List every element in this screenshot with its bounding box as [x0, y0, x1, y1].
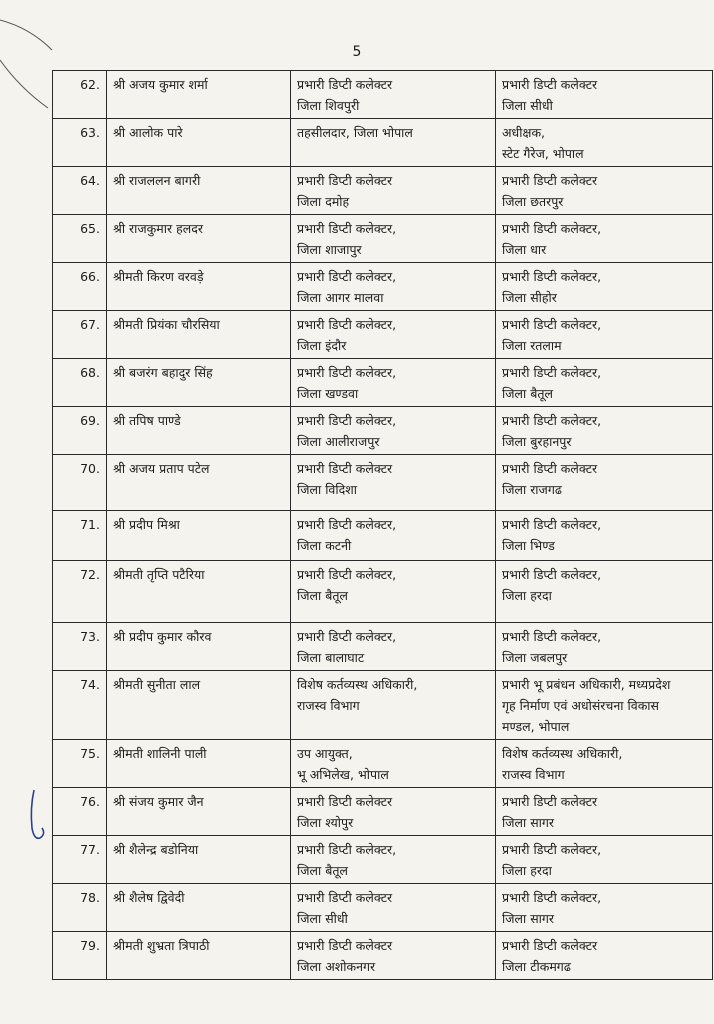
new-posting-line: मण्डल, भोपाल — [502, 719, 570, 734]
current-posting-line: प्रभारी डिप्टी कलेक्टर — [297, 77, 393, 92]
current-posting-cell — [291, 788, 496, 836]
current-posting-line: जिला बालाघाट — [297, 650, 365, 665]
table-row — [53, 263, 713, 311]
current-posting-cell — [291, 311, 496, 359]
current-posting-cell — [291, 836, 496, 884]
serial-number-cell: 68. — [53, 359, 107, 407]
current-posting-cell — [291, 119, 496, 167]
new-posting-line: जिला धार — [502, 242, 547, 257]
current-posting-cell — [291, 561, 496, 623]
new-posting-line: प्रभारी डिप्टी कलेक्टर — [502, 77, 598, 92]
current-posting-cell — [291, 884, 496, 932]
table-row — [53, 215, 713, 263]
current-posting-line: जिला अशोकनगर — [297, 959, 376, 974]
current-posting-line: जिला विदिशा — [297, 482, 357, 497]
new-posting-line: जिला टीकमगढ — [502, 959, 571, 974]
new-posting-line: प्रभारी डिप्टी कलेक्टर — [502, 461, 598, 476]
officer-name-cell: श्रीमती शुभ्रता त्रिपाठी — [107, 932, 291, 980]
new-posting-line: प्रभारी डिप्टी कलेक्टर, — [502, 842, 602, 857]
current-posting-cell — [291, 215, 496, 263]
table-row — [53, 455, 713, 511]
new-posting-line: राजस्व विभाग — [502, 767, 565, 782]
new-posting-cell — [496, 836, 713, 884]
serial-number-cell: 64. — [53, 167, 107, 215]
table-row — [53, 119, 713, 167]
current-posting-line: जिला खण्डवा — [297, 386, 359, 401]
new-posting-cell — [496, 932, 713, 980]
officer-name-cell: श्री प्रदीप कुमार कौरव — [107, 623, 291, 671]
page-number: 5 — [352, 44, 362, 60]
current-posting-line: प्रभारी डिप्टी कलेक्टर, — [297, 629, 397, 644]
table-row — [53, 511, 713, 561]
current-posting-line: प्रभारी डिप्टी कलेक्टर, — [297, 221, 397, 236]
new-posting-cell — [496, 71, 713, 119]
officer-name-cell: श्री बजरंग बहादुर सिंह — [107, 359, 291, 407]
table-row — [53, 788, 713, 836]
new-posting-line: विशेष कर्तव्यस्थ अधिकारी, — [502, 746, 623, 761]
new-posting-line: प्रभारी डिप्टी कलेक्टर, — [502, 517, 602, 532]
new-posting-cell — [496, 561, 713, 623]
new-posting-line: प्रभारी डिप्टी कलेक्टर, — [502, 365, 602, 380]
current-posting-line: जिला इंदौर — [297, 338, 347, 353]
new-posting-cell — [496, 311, 713, 359]
serial-number-cell: 67. — [53, 311, 107, 359]
serial-number-cell: 72. — [53, 561, 107, 623]
officer-name-cell: श्री तपिष पाण्डे — [107, 407, 291, 455]
current-posting-cell — [291, 71, 496, 119]
current-posting-line: जिला सीधी — [297, 911, 348, 926]
new-posting-line: प्रभारी भू प्रबंधन अधिकारी, मध्यप्रदेश — [502, 677, 671, 692]
new-posting-cell — [496, 407, 713, 455]
current-posting-line: प्रभारी डिप्टी कलेक्टर, — [297, 567, 397, 582]
current-posting-cell — [291, 167, 496, 215]
new-posting-cell — [496, 788, 713, 836]
new-posting-line: जिला हरदा — [502, 588, 552, 603]
new-posting-line: प्रभारी डिप्टी कलेक्टर, — [502, 629, 602, 644]
new-posting-line: प्रभारी डिप्टी कलेक्टर, — [502, 567, 602, 582]
current-posting-line: प्रभारी डिप्टी कलेक्टर, — [297, 413, 397, 428]
new-posting-cell — [496, 359, 713, 407]
serial-number-cell: 79. — [53, 932, 107, 980]
serial-number-cell: 76. — [53, 788, 107, 836]
current-posting-line: राजस्व विभाग — [297, 698, 360, 713]
current-posting-cell — [291, 623, 496, 671]
new-posting-line: प्रभारी डिप्टी कलेक्टर, — [502, 317, 602, 332]
current-posting-cell — [291, 740, 496, 788]
officer-name-cell: श्री प्रदीप मिश्रा — [107, 511, 291, 561]
current-posting-line: प्रभारी डिप्टी कलेक्टर — [297, 938, 393, 953]
serial-number-cell: 75. — [53, 740, 107, 788]
current-posting-line: भू अभिलेख, भोपाल — [297, 767, 389, 782]
new-posting-line: प्रभारी डिप्टी कलेक्टर — [502, 794, 598, 809]
serial-number-cell: 77. — [53, 836, 107, 884]
table-row — [53, 740, 713, 788]
serial-number-cell: 78. — [53, 884, 107, 932]
new-posting-line: प्रभारी डिप्टी कलेक्टर, — [502, 413, 602, 428]
handwritten-margin-mark — [26, 788, 50, 848]
new-posting-line: जिला सीधी — [502, 98, 553, 113]
serial-number-cell: 65. — [53, 215, 107, 263]
new-posting-line: प्रभारी डिप्टी कलेक्टर, — [502, 221, 602, 236]
new-posting-line: जिला रतलाम — [502, 338, 562, 353]
new-posting-line: प्रभारी डिप्टी कलेक्टर, — [502, 890, 602, 905]
serial-number-cell: 74. — [53, 671, 107, 740]
new-posting-cell — [496, 167, 713, 215]
current-posting-line: प्रभारी डिप्टी कलेक्टर — [297, 173, 393, 188]
current-posting-line: प्रभारी डिप्टी कलेक्टर, — [297, 317, 397, 332]
current-posting-cell — [291, 407, 496, 455]
new-posting-cell — [496, 215, 713, 263]
officer-name-cell: श्रीमती सुनीता लाल — [107, 671, 291, 740]
current-posting-line: जिला कटनी — [297, 538, 352, 553]
current-posting-line: जिला बैतूल — [297, 588, 348, 603]
officer-name-cell: श्री संजय कुमार जैन — [107, 788, 291, 836]
folded-corner-mark — [0, 0, 60, 130]
new-posting-cell — [496, 119, 713, 167]
new-posting-cell — [496, 511, 713, 561]
serial-number-cell: 70. — [53, 455, 107, 511]
serial-number-cell: 66. — [53, 263, 107, 311]
current-posting-cell — [291, 671, 496, 740]
officer-name-cell: श्री राजकुमार हलदर — [107, 215, 291, 263]
current-posting-line: प्रभारी डिप्टी कलेक्टर, — [297, 842, 397, 857]
new-posting-line: प्रभारी डिप्टी कलेक्टर — [502, 173, 598, 188]
serial-number-cell: 63. — [53, 119, 107, 167]
officer-name-cell: श्री राजललन बागरी — [107, 167, 291, 215]
current-posting-line: जिला आलीराजपुर — [297, 434, 380, 449]
new-posting-line: जिला छतरपुर — [502, 194, 564, 209]
current-posting-cell — [291, 455, 496, 511]
table-row — [53, 71, 713, 119]
current-posting-cell — [291, 511, 496, 561]
new-posting-cell — [496, 740, 713, 788]
current-posting-line: जिला आगर मालवा — [297, 290, 384, 305]
transfer-table — [52, 70, 713, 980]
current-posting-line: प्रभारी डिप्टी कलेक्टर — [297, 461, 393, 476]
current-posting-line: प्रभारी डिप्टी कलेक्टर — [297, 890, 393, 905]
current-posting-line: तहसीलदार, जिला भोपाल — [297, 125, 413, 140]
officer-name-cell: श्री अजय प्रताप पटेल — [107, 455, 291, 511]
table-row — [53, 311, 713, 359]
officer-name-cell: श्री शैलेष द्विवेदी — [107, 884, 291, 932]
current-posting-line: जिला शिवपुरी — [297, 98, 360, 113]
table-row — [53, 932, 713, 980]
new-posting-line: जिला हरदा — [502, 863, 552, 878]
current-posting-cell — [291, 359, 496, 407]
current-posting-line: प्रभारी डिप्टी कलेक्टर, — [297, 517, 397, 532]
new-posting-line: गृह निर्माण एवं अधोसंरचना विकास — [502, 698, 659, 713]
current-posting-line: उप आयुक्त, — [297, 746, 353, 761]
new-posting-line: स्टेट गैरेज, भोपाल — [502, 146, 584, 161]
new-posting-line: जिला बुरहानपुर — [502, 434, 572, 449]
table-row — [53, 671, 713, 740]
table-row — [53, 623, 713, 671]
new-posting-cell — [496, 884, 713, 932]
current-posting-line: जिला शाजापुर — [297, 242, 362, 257]
new-posting-line: जिला भिण्ड — [502, 538, 555, 553]
officer-name-cell: श्रीमती किरण वरवड़े — [107, 263, 291, 311]
officer-name-cell: श्रीमती तृप्ति पटैरिया — [107, 561, 291, 623]
new-posting-cell — [496, 623, 713, 671]
officer-name-cell: श्री शैलेन्द्र बडोनिया — [107, 836, 291, 884]
current-posting-line: जिला दमोह — [297, 194, 350, 209]
officer-name-cell: श्रीमती प्रियंका चौरसिया — [107, 311, 291, 359]
new-posting-line: जिला सीहोर — [502, 290, 557, 305]
current-posting-line: प्रभारी डिप्टी कलेक्टर — [297, 794, 393, 809]
current-posting-line: जिला बैतूल — [297, 863, 348, 878]
new-posting-line: जिला जबलपुर — [502, 650, 568, 665]
new-posting-line: जिला राजगढ — [502, 482, 562, 497]
serial-number-cell: 73. — [53, 623, 107, 671]
new-posting-cell — [496, 455, 713, 511]
new-posting-line: अधीक्षक, — [502, 125, 546, 140]
current-posting-cell — [291, 932, 496, 980]
new-posting-line: प्रभारी डिप्टी कलेक्टर — [502, 938, 598, 953]
current-posting-line: प्रभारी डिप्टी कलेक्टर, — [297, 365, 397, 380]
new-posting-line: जिला सागर — [502, 911, 555, 926]
new-posting-line: प्रभारी डिप्टी कलेक्टर, — [502, 269, 602, 284]
table-row — [53, 884, 713, 932]
new-posting-cell — [496, 671, 713, 740]
new-posting-cell — [496, 263, 713, 311]
serial-number-cell: 69. — [53, 407, 107, 455]
table-row — [53, 359, 713, 407]
current-posting-line: प्रभारी डिप्टी कलेक्टर, — [297, 269, 397, 284]
current-posting-line: विशेष कर्तव्यस्थ अधिकारी, — [297, 677, 418, 692]
current-posting-line: जिला श्योपुर — [297, 815, 354, 830]
officer-name-cell: श्री अजय कुमार शर्मा — [107, 71, 291, 119]
table-row — [53, 407, 713, 455]
new-posting-line: जिला बैतूल — [502, 386, 553, 401]
officer-name-cell: श्री आलोक पारे — [107, 119, 291, 167]
new-posting-line: जिला सागर — [502, 815, 555, 830]
table-row — [53, 836, 713, 884]
table-row — [53, 561, 713, 623]
table-row — [53, 167, 713, 215]
current-posting-cell — [291, 263, 496, 311]
officer-name-cell: श्रीमती शालिनी पाली — [107, 740, 291, 788]
serial-number-cell: 62. — [53, 71, 107, 119]
serial-number-cell: 71. — [53, 511, 107, 561]
